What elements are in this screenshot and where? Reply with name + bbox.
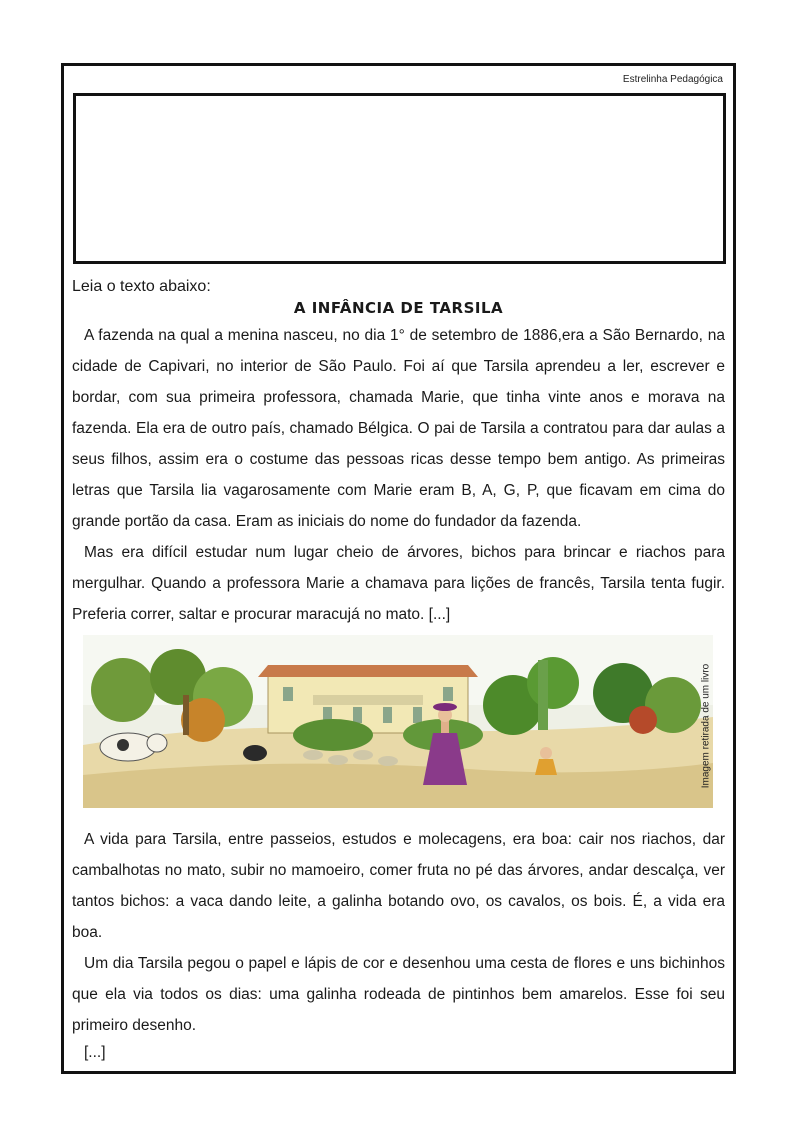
paragraph: Mas era difícil estudar num lugar cheio de árvores, bichos para brincar e riachos para mergulhar. Quando a professora Marie a chamava para lições de francês, Tarsila tenta fugir. Preferia correr, saltar e procurar maracujá no mato. [...] [72,544,725,623]
header-credit: Estrelinha Pedagógica [622,74,723,85]
text-block-top [72,320,725,630]
paragraph: Um dia Tarsila pegou o papel e lápis de cor e desenhou uma cesta de flores e uns bichinhos que ela via todos os dias: uma galinha rodeada de pintinhos bem amarelos. Esse foi seu primeiro desenho. [72,955,725,1034]
farm-scene-image [83,635,713,808]
paragraph: A vida para Tarsila, entre passeios, estudos e molecagens, era boa: cair nos riachos, dar cambalhotas no mato, subir no mamoeiro, comer fruta no pé das árvores, andar descalça, ver tantos bichos: a vaca dando leite, a galinha botando ovo, os cavalos, os bois. É, a vida era boa. [72,831,725,941]
image-credit: Imagem retirada de um livro [700,663,712,789]
text-block-bottom [72,824,725,1041]
answer-box [73,93,726,264]
instruction-text: Leia o texto abaixo: [72,278,211,295]
image-credit-vertical [686,641,726,811]
worksheet-frame [61,63,736,1074]
farm-illustration [83,635,713,808]
paragraph: A fazenda na qual a menina nasceu, no dia 1° de setembro de 1886,era a São Bernardo, na cidade de Capivari, no interior de São Paulo. Foi aí que Tarsila aprendeu a ler, escrever e bordar, com sua primeira professora, chamada Marie, que tinha vinte anos e morava na fazenda. Ela era de outro país, chamado Bélgica. O pai de Tarsila a contratou para dar aulas a seus filhos, assim era o costume das pessoas ricas desse tempo bem antigo. As primeiras letras que Tarsila lia vagarosamente com Marie eram B, A, G, P, que ficavam em cima do grande portão da casa. Eram as iniciais do nome do fundador da fazenda. [72,327,725,530]
closing-ellipsis: [...] [84,1044,106,1061]
story-title: A INFÂNCIA DE TARSILA [293,299,504,317]
